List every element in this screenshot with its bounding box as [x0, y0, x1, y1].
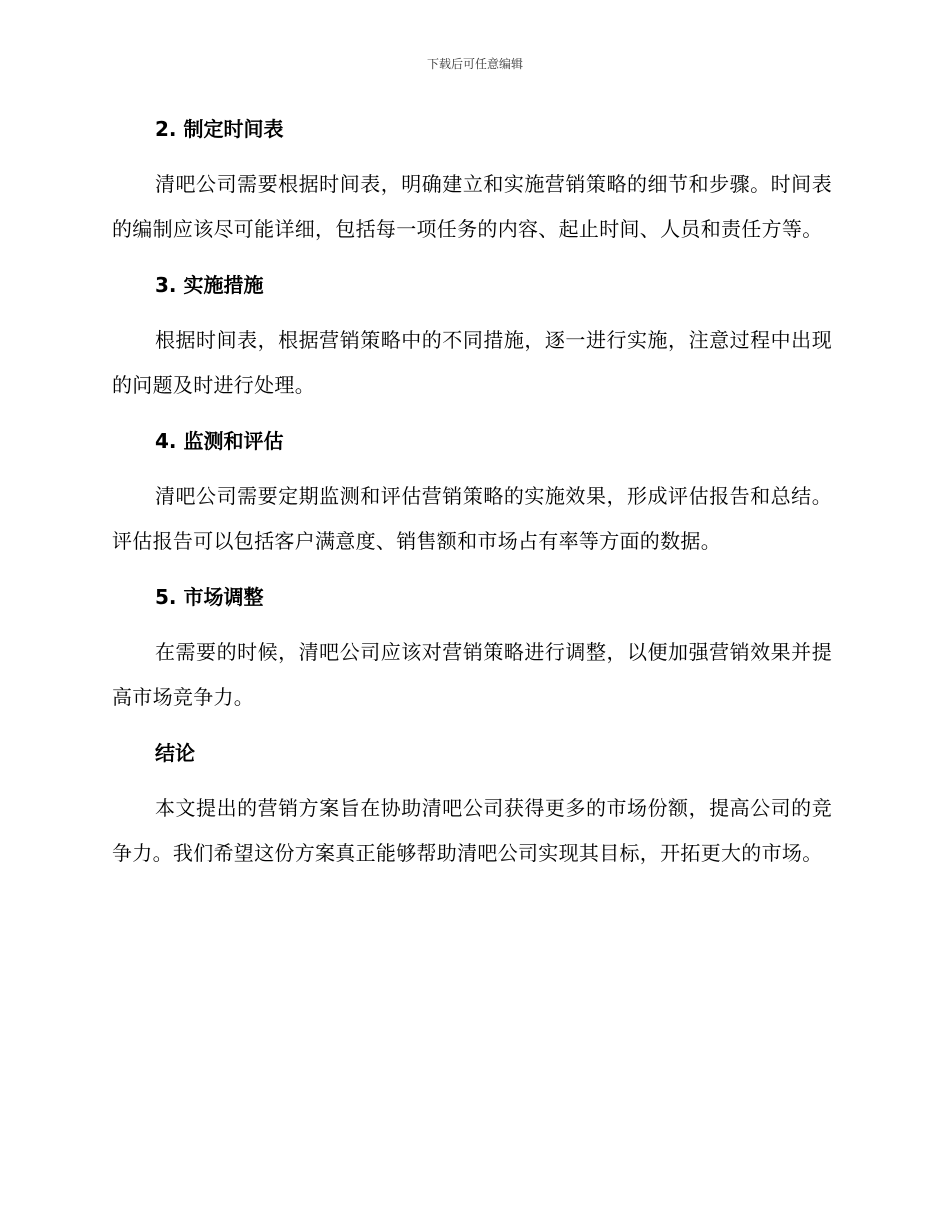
document-content: [112, 108, 832, 876]
section-conclusion: [112, 732, 832, 876]
section-implementation: [112, 264, 832, 408]
section-schedule: [112, 108, 832, 252]
page-header-note: 下载后可任意编辑: [426, 57, 523, 71]
section-paragraph: 根据时间表，根据营销策略中的不同措施，逐一进行实施，注意过程中出现的问题及时进行处理。: [112, 328, 832, 397]
section-heading: 结论: [155, 741, 195, 765]
section-paragraph: 在需要的时候，清吧公司应该对营销策略进行调整，以便加强营销效果并提高市场竞争力。: [112, 640, 832, 709]
section-heading: 5. 市场调整: [155, 585, 264, 609]
section-heading: 4. 监测和评估: [155, 429, 284, 453]
section-heading: 2. 制定时间表: [155, 117, 284, 141]
section-paragraph: 清吧公司需要根据时间表，明确建立和实施营销策略的细节和步骤。时间表的编制应该尽可能详细，包括每一项任务的内容、起止时间、人员和责任方等。: [112, 172, 832, 241]
section-paragraph: 清吧公司需要定期监测和评估营销策略的实施效果，形成评估报告和总结。评估报告可以包括客户满意度、销售额和市场占有率等方面的数据。: [112, 484, 832, 553]
section-monitoring: [112, 420, 832, 564]
section-heading: 3. 实施措施: [155, 273, 264, 297]
section-paragraph: 本文提出的营销方案旨在协助清吧公司获得更多的市场份额，提高公司的竞争力。我们希望这份方案真正能够帮助清吧公司实现其目标，开拓更大的市场。: [112, 796, 832, 865]
section-adjustment: [112, 576, 832, 720]
